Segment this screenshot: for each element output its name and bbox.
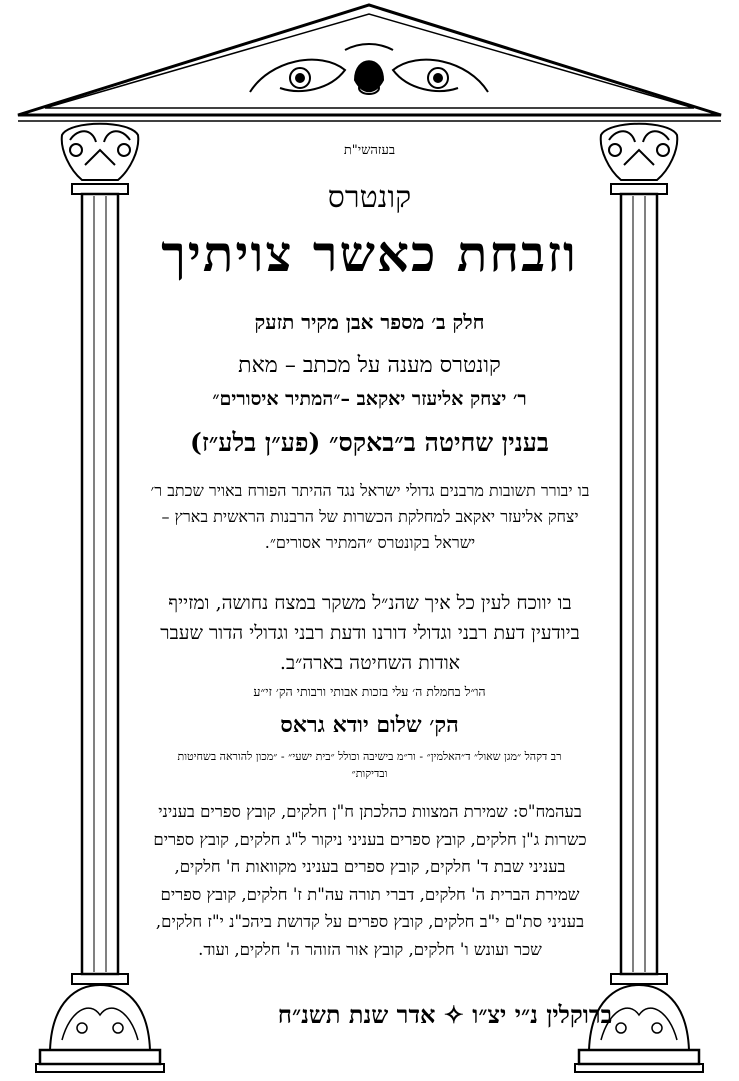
publication-imprint: ברוקלין נ״י יצ״ו ✧ אדר שנת תשנ״ח [277, 1000, 613, 1029]
subtitle: חלק ב׳ מספר אבן מקיר תזעק [254, 310, 485, 334]
topic-heading: בענין שחיטה ב״באקס״ (פע״ן בלע״ז) [190, 428, 549, 457]
author-works-list: בעהמח"ס: שמירת המצוות כהלכתן ח"ן חלקים, קובץ ספרים בעניני כשרות ג"ן חלקים, קובץ ספרים בעניני ניקור ל"ג חלקים, קובץ ספרים בעניני שבת ד' חלקים, קובץ ספרים בעניני מקוואות ח' חלקים, שמירת הברית ה' חלקים, דברי תורה עה"ת ז' חלקים, קובץ ספרים בעניני סת"ם י"ב חלקים, קובץ ספרים על קדושת ביהכ"נ י"ז חלקים, שכר ועונש ו' חלקים, קובץ אור הזוהר ה' חלקים, ועוד. [153, 802, 587, 959]
besiyata-dishmaya: בעזהשי"ת [343, 143, 396, 158]
paragraph-clarification: בו יבורר תשובות מרבנים גדולי ישראל נגד ההיתר הפורח באויר שכתב ר׳ יצחק אליעזר יאקאב למחלקת הכשרות של הרבנות הראשית בארץ – ישראל בקונטרס ״המתיר אסורים״. [150, 481, 590, 552]
page-title: וזבחת כאשר צויתיך [161, 224, 578, 283]
pediment-ornament [250, 44, 488, 94]
dedication-line: הו״ל בחמלת ה׳ עלי בזכות אבותי ורבותי הק׳ זי״ע [253, 684, 486, 699]
paragraph-proof: בו יווכח לעין כל איך שהנ״ל משקר במצח נחושה, ומזייף ביודעין דעת רבני וגדולי דורנו ודעת רבני וגדולי הדור שעבר אודות השחיטה בארה״ב. [160, 592, 580, 674]
letter-author: ר׳ יצחק אליעזר יאקאב –״המתיר איסורים״ [212, 388, 527, 410]
author-titles: רב דקהל ״מגן שאול״ ד״האלמין״ - ור״מ בישיבה וכולל ״בית ישעי״ - ״מכון להוראה בשחיטות ובדיקות״ [177, 750, 562, 780]
kuntres-label: קונטרס [327, 180, 412, 215]
response-line: קונטרס מענה על מכתב – מאת [238, 353, 501, 378]
author-name: הק׳ שלום יודא גראס [280, 712, 459, 738]
